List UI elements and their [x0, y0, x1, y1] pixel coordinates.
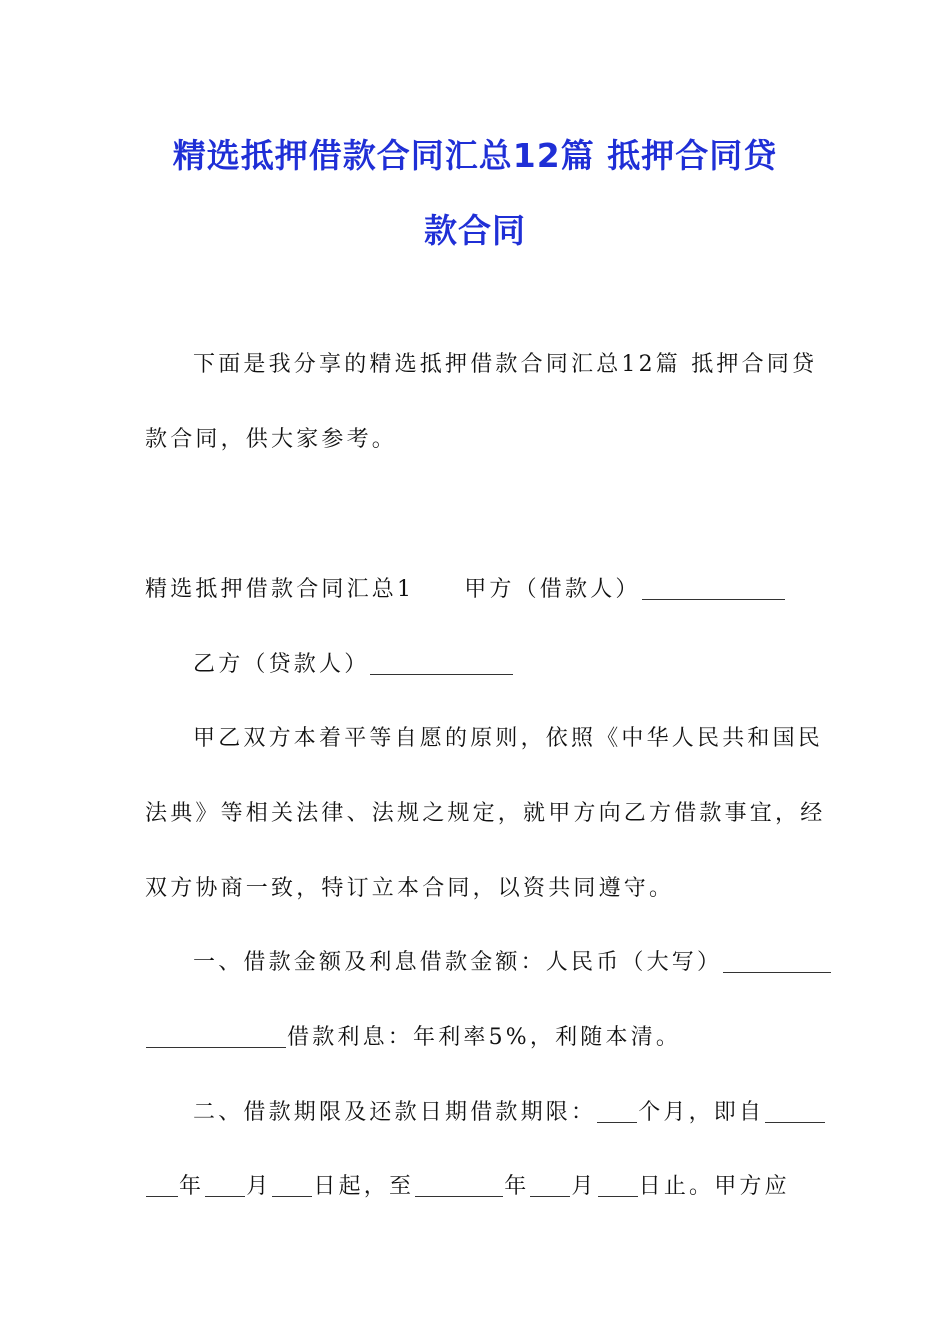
para-1-line-3: 双方协商一致，特订立本合同，以资共同遵守。 [145, 876, 675, 901]
end-month-blank [530, 1196, 570, 1197]
day-end-label: 日止。甲方应 [638, 1174, 790, 1199]
section-1-heading: 精选抵押借款合同汇总1 [145, 577, 415, 602]
start-month-blank [205, 1196, 245, 1197]
intro-line-2: 款合同，供大家参考。 [145, 427, 398, 452]
document-title-line-1: 精选抵押借款合同汇总12篇 抵押合同贷 [172, 136, 778, 175]
clause-2-line-2 [145, 1169, 790, 1200]
end-day-blank [598, 1196, 638, 1197]
end-year-blank [415, 1196, 503, 1197]
start-year-blank [765, 1122, 825, 1123]
para-1-line-2: 法典》等相关法律、法规之规定，就甲方向乙方借款事宜，经 [145, 801, 826, 826]
start-day-blank [272, 1196, 312, 1197]
start-year-blank-continued [146, 1196, 178, 1197]
interest-text: 借款利息：年利率5%，利随本清。 [287, 1025, 682, 1050]
year-label: 年 [179, 1174, 205, 1199]
month-label: 月 [246, 1174, 272, 1199]
party-a-blank [642, 599, 785, 600]
party-b-blank [370, 674, 513, 675]
amount-blank-continued [146, 1047, 286, 1048]
party-b-row [193, 647, 514, 678]
para-1-line-1: 甲乙双方本着平等自愿的原则，依照《中华人民共和国民 [193, 726, 824, 751]
year-label-2: 年 [504, 1174, 530, 1199]
amount-blank [723, 972, 831, 973]
party-a-label: 甲方（借款人） [464, 577, 641, 602]
months-text: 个月，即自 [638, 1100, 765, 1125]
section-1-heading-row [145, 572, 786, 603]
day-from-label: 日起，至 [313, 1174, 415, 1199]
clause-1-text: 一、借款金额及利息借款金额：人民币（大写） [193, 950, 723, 975]
party-b-label: 乙方（贷款人） [193, 652, 370, 677]
clause-2-text: 二、借款期限及还款日期借款期限： [193, 1100, 597, 1125]
month-label-2: 月 [571, 1174, 597, 1199]
intro-line-1: 下面是我分享的精选抵押借款合同汇总12篇 抵押合同贷 [193, 352, 818, 377]
document-title-line-2: 款合同 [424, 211, 526, 250]
clause-2-line-1 [193, 1095, 826, 1126]
clause-1-line-1 [193, 945, 832, 976]
months-blank [597, 1122, 637, 1123]
clause-1-line-2 [145, 1020, 681, 1051]
